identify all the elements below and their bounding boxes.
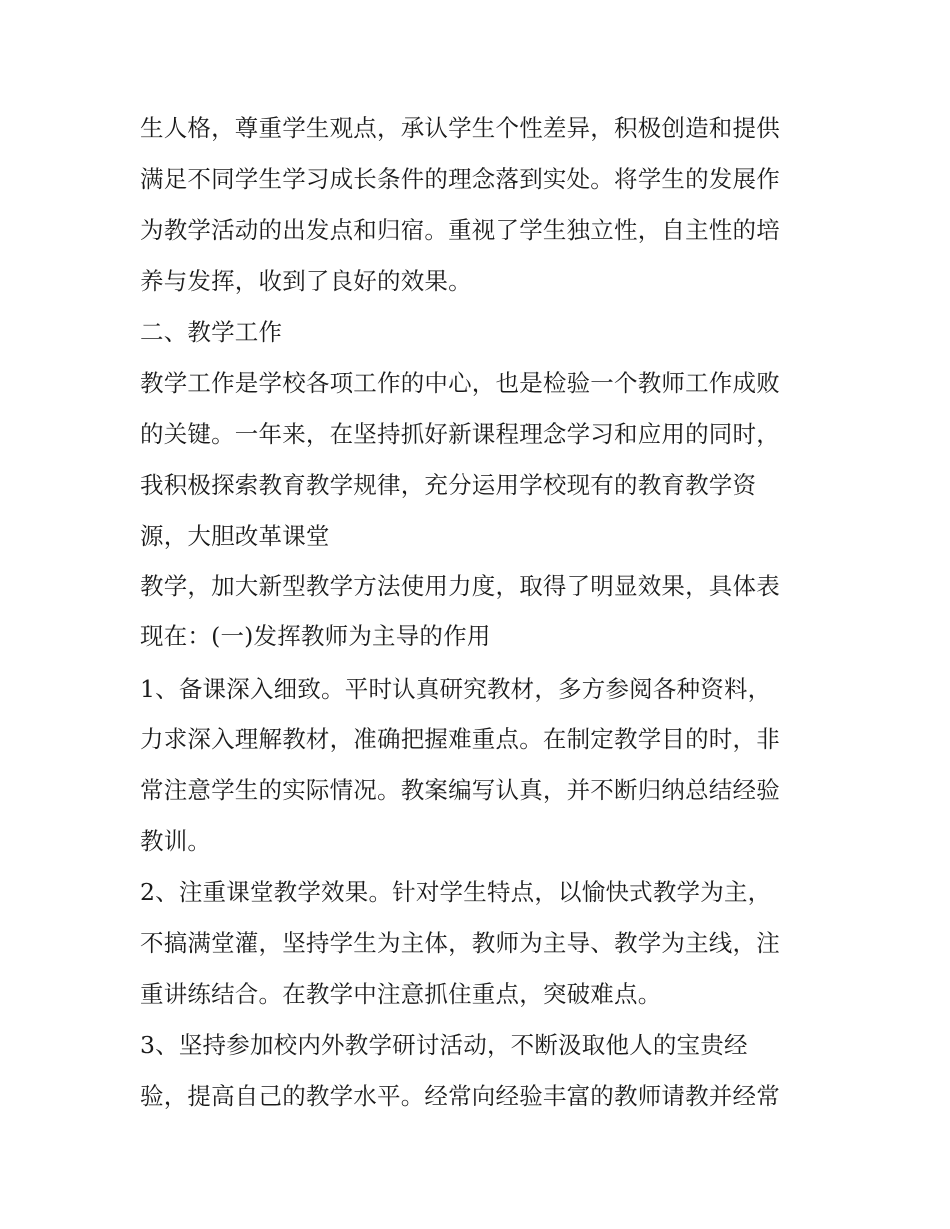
- text-line: 验，提高自己的教学水平。经常向经验丰富的教师请教并经常: [140, 1082, 780, 1110]
- text-line: 为教学活动的出发点和归宿。重视了学生独立性，自主性的培: [140, 216, 780, 244]
- text-line: 我积极探索教育教学规律，充分运用学校现有的教育教学资: [140, 471, 757, 499]
- text-line: 现在：(一)发挥教师为主导的作用: [140, 622, 491, 650]
- text-line: 教训。: [140, 827, 212, 855]
- list-item-line: 1、备课深入细致。平时认真研究教材，多方参阅各种资料，: [140, 675, 772, 703]
- list-item-line: 2、注重课堂教学效果。针对学生特点，以愉快式教学为主，: [140, 878, 772, 906]
- list-item-line: 3、坚持参加校内外教学研讨活动，不断汲取他人的宝贵经: [140, 1031, 748, 1059]
- text-line: 生人格，尊重学生观点，承认学生个性差异，积极创造和提供: [140, 114, 780, 142]
- text-line: 常注意学生的实际情况。教案编写认真，并不断归纳总结经验: [140, 776, 780, 804]
- text-line: 教学，加大新型教学方法使用力度，取得了明显效果，具体表: [140, 572, 780, 600]
- text-line: 养与发挥，收到了良好的效果。: [140, 267, 472, 295]
- section-heading: 二、教学工作: [140, 318, 283, 346]
- text-line: 不搞满堂灌，坚持学生为主体，教师为主导、教学为主线，注: [140, 929, 780, 957]
- text-line: 力求深入理解教材，准确把握难重点。在制定教学目的时，非: [140, 725, 780, 753]
- text-line: 的关键。一年来，在坚持抓好新课程理念学习和应用的同时，: [140, 420, 780, 448]
- text-line: 满足不同学生学习成长条件的理念落到实处。将学生的发展作: [140, 165, 780, 193]
- text-line: 源，大胆改革课堂: [140, 522, 330, 550]
- text-line: 教学工作是学校各项工作的中心，也是检验一个教师工作成败: [140, 369, 780, 397]
- text-line: 重讲练结合。在教学中注意抓住重点，突破难点。: [140, 980, 662, 1008]
